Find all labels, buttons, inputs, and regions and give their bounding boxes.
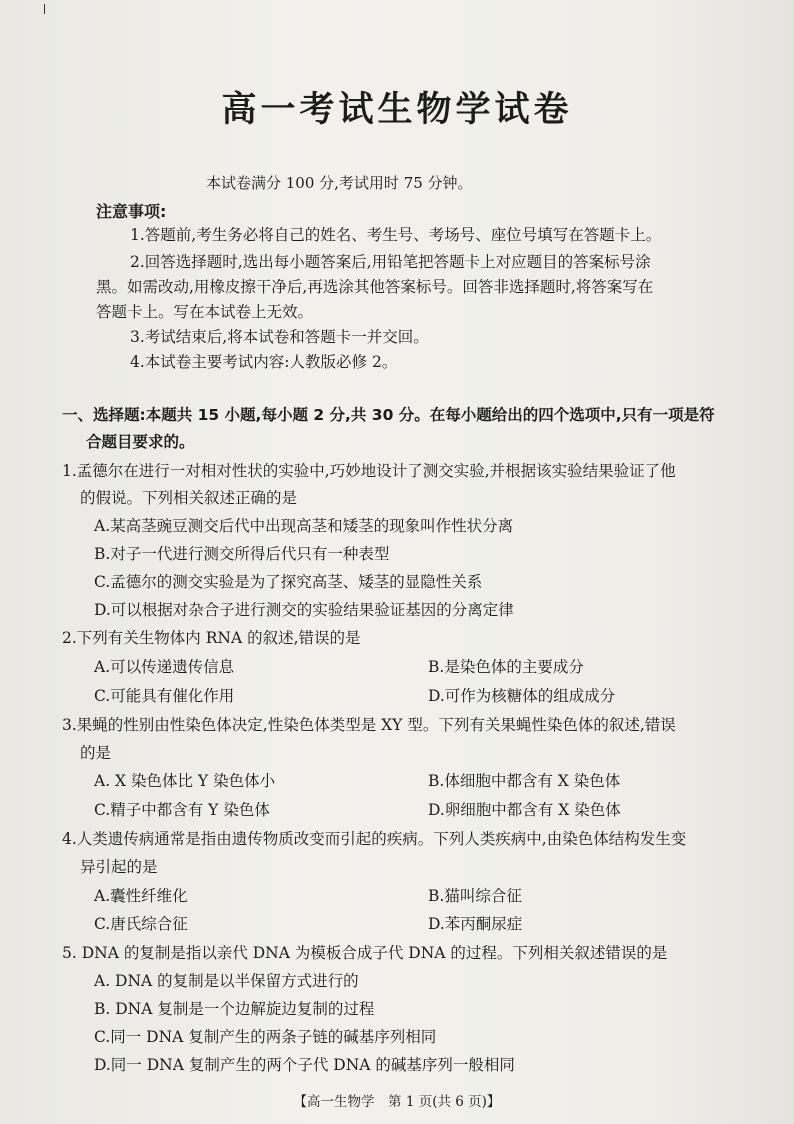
question-stem: 1.孟德尔在进行一对相对性状的实验中,巧妙地设计了测交实验,并根据该实验结果验证了他 [62,462,676,480]
notice-heading: 注意事项: [96,202,167,221]
option: A.囊性纤维化 [94,887,188,905]
notice-line: 黑。如需改动,用橡皮擦干净后,再选涂其他答案标号。回答非选择题时,将答案写在 [96,278,654,296]
option: C.可能具有催化作用 [94,687,235,705]
notice-line: 2.回答选择题时,选出每小题答案后,用铅笔把答题卡上对应题目的答案标号涂 [130,253,651,271]
option: A.某高茎豌豆测交后代中出现高茎和矮茎的现象叫作性状分离 [94,517,514,535]
option: B. DNA 复制是一个边解旋边复制的过程 [94,1000,375,1018]
page-footer: 【高一生物学 第 1 页(共 6 页)】 [293,1094,501,1110]
option: B.对子一代进行测交所得后代只有一种表型 [94,545,390,563]
notice-line: 3.考试结束后,将本试卷和答题卡一并交回。 [130,328,429,346]
option: B.猫叫综合征 [428,887,522,905]
option: C.唐氏综合征 [94,915,188,933]
question-stem: 2.下列有关生物体内 RNA 的叙述,错误的是 [62,629,361,647]
exam-subtitle: 本试卷满分 100 分,考试用时 75 分钟。 [206,174,473,192]
question-stem: 5. DNA 的复制是指以亲代 DNA 为模板合成子代 DNA 的过程。下列相关叙述错误的是 [62,944,668,962]
section-heading: 一、选择题:本题共 15 小题,每小题 2 分,共 30 分。在每小题给出的四个选项中,只有一项是符 [62,406,715,424]
notice-line: 答题卡上。写在本试卷上无效。 [96,303,314,321]
notice-line: 1.答题前,考生务必将自己的姓名、考生号、考场号、座位号填写在答题卡上。 [130,226,662,244]
option: D.卵细胞中都含有 X 染色体 [428,801,621,819]
notice-line: 4.本试卷主要考试内容:人教版必修 2。 [130,353,398,371]
question-stem: 的假说。下列相关叙述正确的是 [80,489,298,507]
question-stem: 的是 [80,744,112,762]
option: A.可以传递遗传信息 [94,658,235,676]
option: C.精子中都含有 Y 染色体 [94,801,270,819]
section-heading: 合题目要求的。 [86,433,195,451]
question-stem: 3.果蝇的性别由性染色体决定,性染色体类型是 XY 型。下列有关果蝇性染色体的叙述,错误 [62,716,676,734]
option: D.可以根据对杂合子进行测交的实验结果验证基因的分离定律 [94,601,514,619]
option: D.同一 DNA 复制产生的两个子代 DNA 的碱基序列一般相同 [94,1056,515,1074]
question-stem: 4.人类遗传病通常是指由遗传物质改变而引起的疾病。下列人类疾病中,由染色体结构发生变 [62,830,687,848]
option: A. X 染色体比 Y 染色体小 [94,772,276,790]
exam-title: 高一考试生物学试卷 [221,90,573,130]
option: C.同一 DNA 复制产生的两条子链的碱基序列相同 [94,1028,437,1046]
option: A. DNA 的复制是以半保留方式进行的 [94,972,359,990]
corner-mark [44,4,45,14]
question-stem: 异引起的是 [80,858,158,876]
option: B.是染色体的主要成分 [428,658,584,676]
option: B.体细胞中都含有 X 染色体 [428,772,621,790]
option: C.孟德尔的测交实验是为了探究高茎、矮茎的显隐性关系 [94,573,483,591]
option: D.苯丙酮尿症 [428,915,523,933]
option: D.可作为核糖体的组成成分 [428,687,616,705]
